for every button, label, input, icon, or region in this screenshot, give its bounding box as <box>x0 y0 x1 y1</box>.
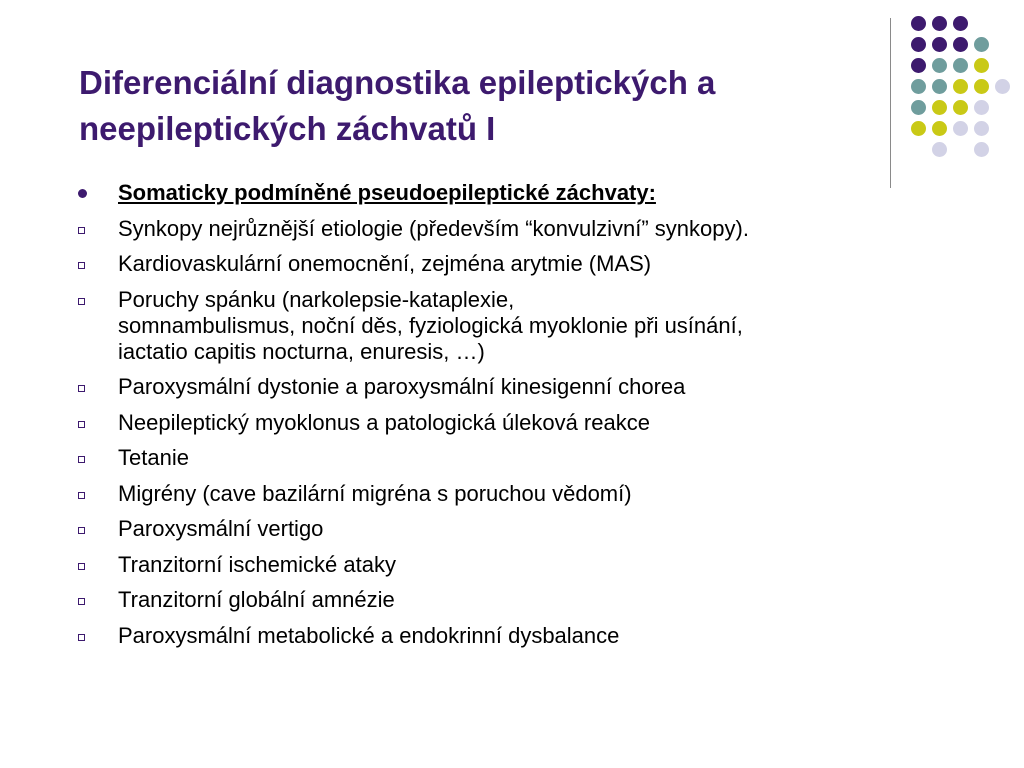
list-heading-text: Somaticky podmíněné pseudoepileptické záchvaty: <box>118 180 656 205</box>
list-item <box>78 587 978 613</box>
decorative-dot <box>953 58 968 73</box>
decorative-dot <box>974 58 989 73</box>
decorative-dot <box>953 79 968 94</box>
square-bullet-icon <box>78 598 85 605</box>
decorative-dot <box>974 142 989 157</box>
list-item-text: Poruchy spánku (narkolepsie-kataplexie, <box>118 286 515 312</box>
square-bullet-icon <box>78 456 85 463</box>
decorative-dot <box>953 37 968 52</box>
square-bullet-icon <box>78 262 85 269</box>
decorative-dot <box>995 79 1010 94</box>
list-item <box>78 216 978 242</box>
decorative-dot <box>932 58 947 73</box>
list-item-text: Tranzitorní globální amnézie <box>118 587 395 612</box>
decorative-dot <box>911 79 926 94</box>
list-item <box>78 251 978 277</box>
square-bullet-icon <box>78 385 85 392</box>
square-bullet-icon <box>78 634 85 641</box>
list-item-text: Migrény (cave bazilární migréna s poruchou vědomí) <box>118 480 632 506</box>
decorative-dot <box>911 58 926 73</box>
decorative-dot <box>911 121 926 136</box>
list-item-text: Neepileptický myoklonus a patologická úleková reakce <box>118 409 650 435</box>
decorative-dot <box>932 121 947 136</box>
slide-title <box>79 60 839 152</box>
square-bullet-icon <box>78 563 85 570</box>
list-item-text: Paroxysmální vertigo <box>118 516 324 541</box>
square-bullet-icon <box>78 527 85 534</box>
decorative-dot <box>932 100 947 115</box>
square-bullet-icon <box>78 298 85 305</box>
decorative-dot <box>974 100 989 115</box>
decorative-divider <box>890 18 891 188</box>
decorative-dot <box>932 37 947 52</box>
list-item <box>78 410 978 436</box>
decorative-dot <box>953 121 968 136</box>
decorative-dot <box>974 121 989 136</box>
decorative-dot <box>974 79 989 94</box>
list-item <box>78 481 978 507</box>
list-item <box>78 445 978 471</box>
decorative-dot <box>932 142 947 157</box>
list-item-text: Paroxysmální metabolické a endokrinní dysbalance <box>118 622 620 648</box>
list-item-text: Tranzitorní ischemické ataky <box>118 551 396 577</box>
list-item-text: Paroxysmální dystonie a paroxysmální kinesigenní chorea <box>118 374 686 399</box>
square-bullet-icon <box>78 492 85 499</box>
decorative-dot <box>932 79 947 94</box>
list-item-text: iactatio capitis nocturna, enuresis, …) <box>118 338 485 364</box>
list-item <box>78 623 978 649</box>
square-bullet-icon <box>78 227 85 234</box>
list-item-text: Tetanie <box>118 445 189 470</box>
list-item <box>78 287 978 365</box>
decorative-dot <box>911 16 926 31</box>
square-bullet-icon <box>78 421 85 428</box>
list-heading <box>78 180 978 206</box>
bullet-list <box>78 180 978 658</box>
bullet-dot-icon <box>78 189 87 198</box>
list-item <box>78 552 978 578</box>
decorative-dot <box>953 16 968 31</box>
decorative-dot <box>911 100 926 115</box>
decorative-dot <box>953 100 968 115</box>
list-item-text: somnambulismus, noční děs, fyziologická myoklonie při usínání, <box>118 312 743 338</box>
list-item <box>78 516 978 542</box>
slide-title-line-1: Diferenciální diagnostika epileptických a <box>79 64 716 101</box>
list-item-text: Kardiovaskulární onemocnění, zejména arytmie (MAS) <box>118 251 652 276</box>
list-item <box>78 374 978 400</box>
decorative-dot <box>932 16 947 31</box>
list-item-text: Synkopy nejrůznější etiologie (především “konvulzivní” synkopy). <box>118 215 749 241</box>
slide-title-line-2: neepileptických záchvatů I <box>79 110 496 147</box>
decorative-dot <box>974 37 989 52</box>
decorative-dot <box>911 37 926 52</box>
